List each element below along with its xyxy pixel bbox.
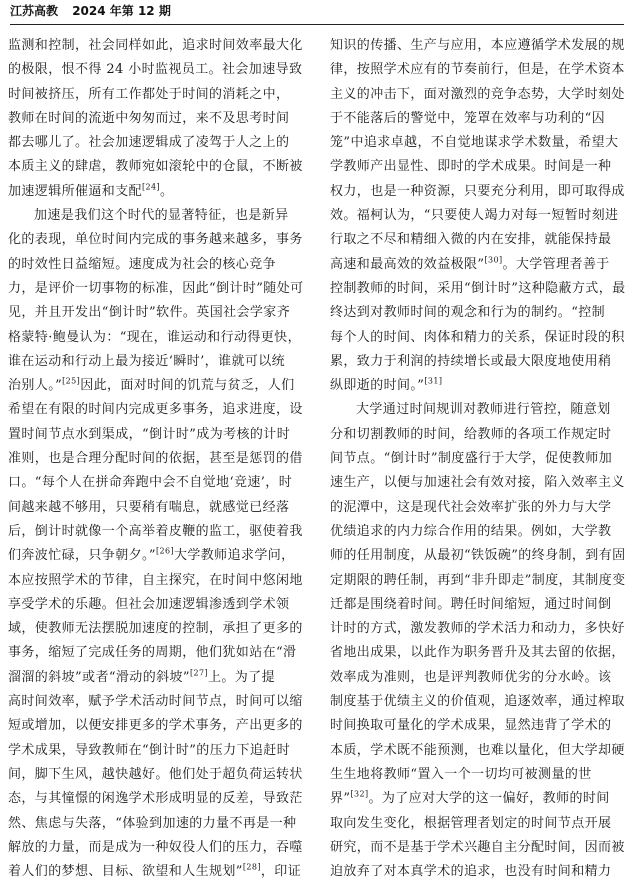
line-text: 定期限的聘任制，再到“非升即走”制度，其制度变 bbox=[330, 572, 626, 588]
text-line bbox=[8, 496, 308, 520]
text-line bbox=[330, 593, 630, 617]
line-text: 行取之不尽和精细入微的内在安排，就能保持最 bbox=[330, 232, 612, 248]
text-line bbox=[330, 666, 630, 690]
line-text: 取向发生变化，根据管理者划定的时间节点开展 bbox=[330, 815, 612, 831]
line-text: 终达到对教师时间的观念和行为的制约。“控制 bbox=[330, 305, 606, 321]
line-text: 学教师产出显性、即时的学术成果。时间是一种 bbox=[330, 159, 612, 175]
line-text: 格蒙特·鲍曼认为：“现在，谁运动和行动得更快， bbox=[8, 329, 301, 345]
line-text: 都去哪儿了。社会加速逻辑成了凌驾于人之上的 bbox=[8, 135, 290, 151]
text-line bbox=[8, 471, 308, 495]
text-line bbox=[8, 398, 308, 422]
line-text: 的极限，恨不得 24 小时监视员工。社会加速导致 bbox=[8, 62, 303, 78]
text-line bbox=[8, 277, 308, 301]
text-line bbox=[330, 763, 630, 787]
text-line bbox=[8, 180, 308, 204]
text-line bbox=[8, 836, 308, 860]
line-text: 时间被挤压，所有工作都处于时间的消耗之中， bbox=[8, 86, 290, 102]
line-text: 本应按照学术的节律，自主探究，在时间中悠闲地 bbox=[8, 572, 303, 588]
line-text-after: 因此，面对时间的饥荒与贫乏，人们 bbox=[80, 378, 295, 394]
journal-name: 江苏高教 bbox=[10, 4, 59, 18]
line-text: 加速逻辑所催逼和支配 bbox=[8, 183, 143, 199]
citation-ref: [25] bbox=[62, 376, 81, 386]
line-text: 间节点。“倒计时”制度盛行于大学，促使教师加 bbox=[330, 451, 613, 467]
text-line bbox=[330, 496, 630, 520]
text-line bbox=[8, 739, 308, 763]
line-text: 加速是我们这个时代的显著特征，也是新异 bbox=[34, 208, 289, 224]
line-text: 高时间效率，赋予学术活动时间节点，时间可以缩 bbox=[8, 694, 303, 710]
text-line bbox=[8, 228, 308, 252]
text-line bbox=[330, 860, 630, 884]
line-text: 省地出成果，以此作为职务晋升及其去留的依据， bbox=[330, 645, 625, 661]
text-line bbox=[8, 787, 308, 811]
citation-ref: [24] bbox=[142, 182, 161, 192]
text-line bbox=[8, 374, 308, 398]
line-text: 希望在有限的时间内完成更多事务，追求进度，设 bbox=[8, 402, 303, 418]
citation-ref: [30] bbox=[484, 255, 503, 265]
line-text: 主义的冲击下，面对激烈的竞争态势，大学时刻处 bbox=[330, 86, 625, 102]
line-text: 界” bbox=[330, 791, 351, 807]
text-line bbox=[330, 155, 630, 179]
line-text: 的泥潭中，这是现代社会效率扩张的外力与大学 bbox=[330, 499, 612, 515]
line-text: 时间换取可量化的学术成果，显然违背了学术的 bbox=[330, 718, 612, 734]
text-line bbox=[8, 107, 308, 131]
text-line bbox=[330, 34, 630, 58]
line-text: 生生地将教师“置入一个一切均可被测量的世 bbox=[330, 766, 592, 782]
text-line bbox=[8, 34, 308, 58]
line-text: 优绩追求的内力综合作用的结果。例如，大学教 bbox=[330, 523, 612, 539]
line-text: 口。“每个人在拼命奔跑中会不自觉地‘竞速’，时 bbox=[8, 475, 293, 491]
line-text: 然、焦虑与失落，“体验到加速的力量不再是一种 bbox=[8, 815, 297, 831]
issue-label: 2024 年第 12 期 bbox=[72, 4, 171, 18]
line-text: 于不能落后的警觉中，笼罩在效率与功利的“囚 bbox=[330, 110, 606, 126]
line-text: 享受学术的乐趣。但社会加速逻辑渗透到学术领 bbox=[8, 596, 290, 612]
line-text: 溜溜的斜坡”或者“滑动的斜坡” bbox=[8, 669, 190, 685]
line-text: 力，是评价一切事物的标准，因此“倒计时”随处可 bbox=[8, 280, 304, 296]
text-line bbox=[8, 641, 308, 665]
line-text: 权力，也是一种资源，只要充分利用，即可取得成 bbox=[330, 183, 625, 199]
line-text: 研究，而不是基于学术兴趣自主分配时间，因而被 bbox=[330, 839, 625, 855]
line-text: 态，与其憧憬的闲逸学术形成明显的反差，导致茫 bbox=[8, 791, 303, 807]
line-text: 置时间节点水到渠成，“倒计时”成为考核的计时 bbox=[8, 426, 291, 442]
text-line bbox=[330, 301, 630, 325]
line-text-after: 。为了应对大学的这一偏好，教师的时间 bbox=[368, 791, 610, 807]
text-line bbox=[330, 617, 630, 641]
text-line bbox=[8, 83, 308, 107]
line-text: 治别人。” bbox=[8, 378, 63, 394]
line-text-after: 大学教师追求学问， bbox=[173, 548, 295, 564]
line-text: 们奔波忙碌，只争朝夕。” bbox=[8, 548, 156, 564]
text-line bbox=[8, 447, 308, 471]
text-line bbox=[8, 204, 308, 228]
citation-ref: [26] bbox=[155, 546, 174, 556]
text-line bbox=[330, 836, 630, 860]
text-line bbox=[330, 374, 630, 398]
line-text: 速生产，以便与加速社会有效对接，陷入效率主义 bbox=[330, 475, 625, 491]
text-line bbox=[330, 107, 630, 131]
line-text-after: 。大学管理者善于 bbox=[502, 256, 610, 272]
line-text: 迫放弃了对本真学术的追求，也没有时间和精力 bbox=[330, 864, 612, 880]
line-text: 高速和最高效的效益极限” bbox=[330, 256, 485, 272]
line-text: 分和切割教师的时间，给教师的各项工作规定时 bbox=[330, 426, 612, 442]
text-line bbox=[8, 253, 308, 277]
text-line bbox=[330, 253, 630, 277]
line-text: 监测和控制，社会同样如此，追求时间效率最大化 bbox=[8, 38, 303, 53]
text-line bbox=[330, 423, 630, 447]
line-text: 化的表现，单位时间内完成的事务越来越多，事务 bbox=[8, 232, 303, 248]
text-line bbox=[330, 398, 630, 422]
line-text: 教师在时间的流逝中匆匆而过，来不及思考时间 bbox=[8, 110, 290, 126]
text-line bbox=[8, 544, 308, 568]
text-line bbox=[8, 860, 308, 884]
line-text: 控制教师的时间，采用“倒计时”这种隐蔽方式，最 bbox=[330, 280, 626, 296]
line-text: 域，使教师无法摆脱加速度的控制，承担了更多的 bbox=[8, 621, 303, 637]
line-text: 大学通过时间规训对教师进行管控，随意划 bbox=[356, 402, 611, 418]
header-rule bbox=[10, 24, 624, 25]
left-column bbox=[8, 34, 308, 880]
citation-ref: [28] bbox=[242, 862, 261, 872]
citation-ref: [32] bbox=[350, 789, 369, 799]
text-line bbox=[8, 326, 308, 350]
text-line bbox=[330, 690, 630, 714]
text-line bbox=[330, 641, 630, 665]
line-text: 笼”中追求卓越，不自觉地谋求学术数量，希望大 bbox=[330, 135, 619, 151]
text-line bbox=[8, 423, 308, 447]
text-line bbox=[330, 58, 630, 82]
line-text: 迁都是围绕着时间。聘任时间缩短，通过时间倒 bbox=[330, 596, 612, 612]
text-line bbox=[330, 83, 630, 107]
line-text: 学术成果，导致教师在“倒计时”的压力下追赶时 bbox=[8, 742, 291, 758]
line-text: 纵即逝的时间。” bbox=[330, 378, 425, 394]
line-text: 知识的传播、生产与应用，本应遵循学术发展的规 bbox=[330, 38, 625, 53]
line-text: 效率成为准则，也是评判教师优劣的分水岭。该 bbox=[330, 669, 612, 685]
line-text: 短或增加，以便安排更多的学术事务，产出更多的 bbox=[8, 718, 303, 734]
line-text-after: ，印证 bbox=[260, 864, 302, 880]
line-text: 本质主义的肆虐，教师宛如滚轮中的仓鼠，不断被 bbox=[8, 159, 303, 175]
text-line bbox=[330, 569, 630, 593]
text-line bbox=[8, 569, 308, 593]
line-text-after: 。 bbox=[160, 183, 174, 199]
line-text: 谁在运动和行动上最为接近‘瞬时’，谁就可以统 bbox=[8, 353, 286, 369]
line-text: 后，倒计时就像一个高举着皮鞭的监工，驱使着我 bbox=[8, 523, 303, 539]
text-line bbox=[330, 131, 630, 155]
text-line bbox=[330, 714, 630, 738]
text-line bbox=[8, 763, 308, 787]
line-text-after: 上。为了提 bbox=[207, 669, 275, 685]
text-line bbox=[8, 131, 308, 155]
page-header bbox=[10, 0, 624, 22]
line-text: 的时效性日益缩短。速度成为社会的核心竞争 bbox=[8, 256, 277, 272]
citation-ref: [31] bbox=[424, 376, 443, 386]
right-column bbox=[330, 34, 630, 880]
text-line bbox=[8, 350, 308, 374]
text-line bbox=[330, 350, 630, 374]
text-line bbox=[8, 301, 308, 325]
text-line bbox=[330, 180, 630, 204]
line-text: 见，并且开发出“倒计时”软件。英国社会学家齐 bbox=[8, 305, 291, 321]
line-text: 准则，也是合理分配时间的依据，甚至是惩罚的借 bbox=[8, 451, 303, 467]
line-text: 制度基于优绩主义的价值观，追逐效率，通过榨取 bbox=[330, 694, 625, 710]
text-line bbox=[8, 690, 308, 714]
line-text: 每个人的时间、肉体和精力的关系，保证时段的积 bbox=[330, 329, 625, 345]
text-line bbox=[330, 812, 630, 836]
text-line bbox=[8, 593, 308, 617]
text-line bbox=[8, 666, 308, 690]
text-line bbox=[330, 204, 630, 228]
text-line bbox=[330, 739, 630, 763]
line-text: 间越来越不够用，只要稍有喘息，就感觉已经落 bbox=[8, 499, 290, 515]
text-line bbox=[330, 277, 630, 301]
text-line bbox=[330, 447, 630, 471]
text-line bbox=[8, 58, 308, 82]
text-line bbox=[330, 520, 630, 544]
line-text: 累，致力于利润的持续增长或最大限度地使用稍 bbox=[330, 353, 612, 369]
line-text: 间，脚下生风，越快越好。他们处于超负荷运转状 bbox=[8, 766, 303, 782]
line-text: 律，按照学术应有的节奏前行，但是，在学术资本 bbox=[330, 62, 625, 78]
line-text: 本质，学术既不能预测，也难以量化，但大学却硬 bbox=[330, 742, 625, 758]
text-line bbox=[330, 787, 630, 811]
line-text: 着人们的梦想、目标、欲望和人生规划” bbox=[8, 864, 243, 880]
line-text: 解放的力量，而是成为一种奴役人们的压力，吞噬 bbox=[8, 839, 303, 855]
text-line bbox=[330, 326, 630, 350]
line-text: 师的任用制度，从最初“铁饭碗”的终身制，到有固 bbox=[330, 548, 626, 564]
text-line bbox=[8, 520, 308, 544]
text-line bbox=[330, 228, 630, 252]
text-line bbox=[330, 544, 630, 568]
line-text: 效。福柯认为，“只要使人竭力对每一短暂时刻进 bbox=[330, 208, 619, 224]
text-line bbox=[8, 155, 308, 179]
text-line bbox=[330, 471, 630, 495]
text-line bbox=[8, 714, 308, 738]
line-text: 事务，缩短了完成任务的周期，他们犹如站在“滑 bbox=[8, 645, 297, 661]
text-line bbox=[8, 617, 308, 641]
citation-ref: [27] bbox=[189, 668, 208, 678]
text-line bbox=[8, 812, 308, 836]
line-text: 计时的方式，激发教师的学术活力和动力，多快好 bbox=[330, 621, 625, 637]
